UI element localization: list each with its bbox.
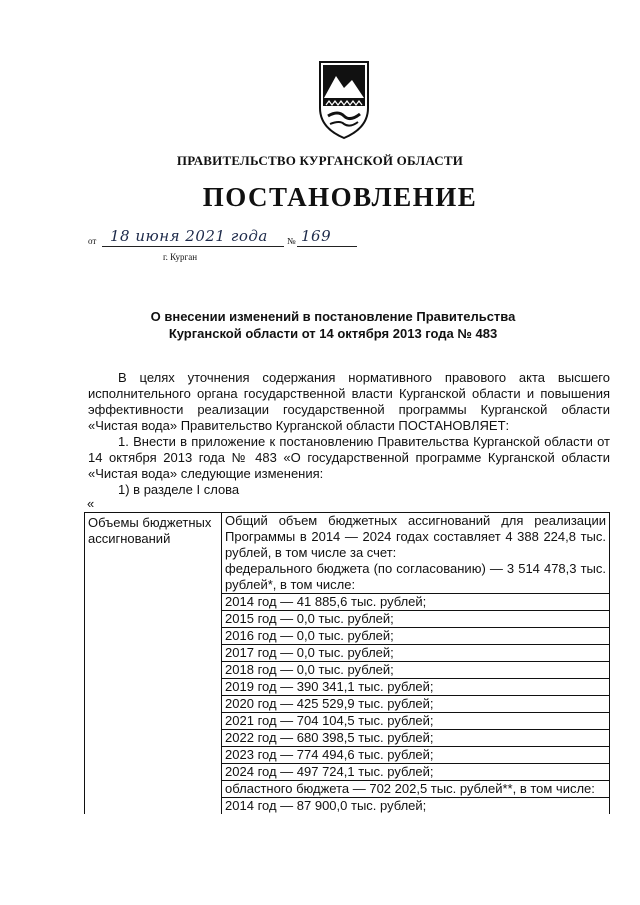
federal-year-line: 2016 год — 0,0 тыс. рублей; [222,627,609,644]
document-type-title: ПОСТАНОВЛЕНИЕ [202,182,478,212]
from-label: от [88,236,97,246]
item-1-paragraph: 1. Внести в приложение к постановлению Правительства Курганской области от 14 октября 2013 года № 483 «О государственной программе Курганской области «Чистая вода» следующие изменения: [88,434,610,481]
government-name: ПРАВИТЕЛЬСТВО КУРГАНСКОЙ ОБЛАСТИ [176,153,464,168]
city-label: г. Курган [163,252,198,262]
federal-year-line: 2018 год — 0,0 тыс. рублей; [222,661,609,678]
opening-quote: « [87,496,95,511]
coat-of-arms-emblem [314,58,374,140]
federal-year-line: 2019 год — 390 341,1 тыс. рублей; [222,678,609,695]
federal-year-line: 2015 год — 0,0 тыс. рублей; [222,610,609,627]
handwritten-number: 169 [301,227,332,245]
date-underline [102,246,284,247]
subject-line-1: О внесении изменений в постановление Правительства [150,309,516,324]
issue-line [88,226,378,266]
document-subject [0,308,640,342]
federal-year-line: 2023 год — 774 494,6 тыс. рублей; [222,746,609,763]
number-label: № [287,236,296,246]
federal-year-line: 2017 год — 0,0 тыс. рублей; [222,644,609,661]
budget-label: Объемы бюджетных ассигнований [88,515,212,546]
subject-line-2: Курганской области от 14 октября 2013 года № 483 [168,326,498,341]
federal-year-line: 2022 год — 680 398,5 тыс. рублей; [222,729,609,746]
budget-intro: Общий объем бюджетных ассигнований для реализации Программы в 2014 — 2024 годах составляет 4 388 224,8 тыс. рублей, в том числе за счет: [225,513,606,560]
federal-year-line: 2020 год — 425 529,9 тыс. рублей; [222,695,609,712]
item-1-1-paragraph: 1) в разделе I слова [118,482,240,497]
regional-budget-summary: областного бюджета — 702 202,5 тыс. рублей**, в том числе: [222,780,609,797]
preamble-paragraph: В целях уточнения содержания нормативного правового акта высшего исполнительного органа государственной власти Курганской области и повышения эффективности реализации государственной программы Курганской области «Чистая вода» Правительство Курганской области ПОСТАНОВЛЯЕТ: [88,370,610,433]
budget-allocation-table [84,512,610,814]
budget-label-cell [85,513,222,815]
regional-year-line: 2014 год — 87 900,0 тыс. рублей; [222,797,609,814]
budget-details-cell [222,513,610,815]
federal-year-line: 2021 год — 704 104,5 тыс. рублей; [222,712,609,729]
number-underline [297,246,357,247]
handwritten-date: 18 июня 2021 года [110,227,268,245]
table-row [85,513,610,815]
federal-budget-summary: федерального бюджета (по согласованию) — 3 514 478,3 тыс. рублей*, в том числе: [225,561,606,592]
federal-year-line: 2014 год — 41 885,6 тыс. рублей; [222,593,609,610]
federal-year-line: 2024 год — 497 724,1 тыс. рублей; [222,763,609,780]
